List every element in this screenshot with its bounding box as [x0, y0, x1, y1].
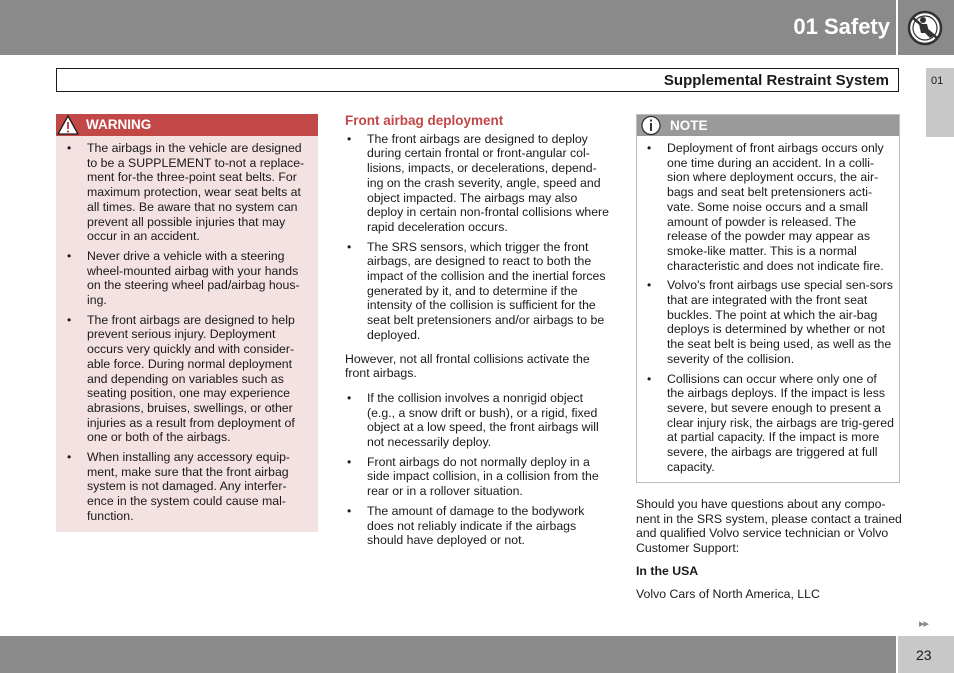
header-bar [0, 0, 896, 55]
section-header [56, 68, 899, 92]
contact-section [636, 497, 902, 609]
warning-item: • The airbags in the vehicle are designed to be a SUPPLEMENT to-not a replace-ment for-the three-point seat belts. For maximum protection, wear seat belts at all times. Be aware that no system can prevent all possible injuries that may occur in an accident. [65, 141, 311, 244]
front-airbag-list-b [345, 391, 611, 548]
front-airbag-list-a [345, 132, 611, 343]
note-label: NOTE [670, 118, 708, 133]
warning-list [65, 141, 311, 529]
warning-item: • Never drive a vehicle with a steering wheel-mounted airbag with your hands on the steering wheel pad/airbag hous-ing. [65, 249, 311, 308]
page-number-box [898, 636, 954, 673]
note-item: • Deployment of front airbags occurs only one time during an accident. In a colli-sion where deployment occurs, the air-bags and seat belt pretensioners acti-vate. Some noise occurs and a small amount of powder is released. The release of the powder may appear as smoke-like matter. This is a normal characteristic and does not indicate fire. [645, 141, 895, 273]
note-header [637, 115, 899, 136]
chapter-tab[interactable] [926, 68, 954, 137]
chapter-tab-label: 01 [931, 75, 944, 87]
chapter-icon-box [898, 0, 954, 55]
contact-paragraph: Should you have questions about any compo-nent in the SRS system, please contact a trained and qualified Volvo service technician or Volvo Customer Support: [636, 497, 902, 556]
warning-header [56, 114, 318, 136]
front-airbag-heading: Front airbag deployment [345, 113, 504, 128]
list-item: • The front airbags are designed to deploy during certain frontal or front-angular col-lisions, impacts, or decelerations, depend-ing on the crash severity, angle, speed and object impacted. The airbags may also deploy in certain non-frontal collisions where rapid deceleration occurs. [345, 132, 611, 235]
note-list [645, 141, 895, 479]
footer-bar [0, 636, 896, 673]
seatbelt-safety-icon [907, 10, 943, 46]
warning-triangle-icon [57, 115, 79, 135]
next-page-icon[interactable]: ▸▸ [919, 618, 929, 630]
list-item: • The SRS sensors, which trigger the front airbags, are designed to react to both the impact of the collision and the inertial forces generated by it, and to determine if the intensity of the collision is sufficient for the seat belt pretensioners and/or airbags to be deployed. [345, 240, 611, 343]
info-icon [640, 115, 662, 136]
list-item: • The amount of damage to the bodywork does not reliably indicate if the airbags should have deployed or not. [345, 504, 611, 548]
front-airbag-paragraph: However, not all frontal collisions activate the front airbags. [345, 351, 590, 381]
front-airbag-section [345, 114, 611, 553]
note-item: • Collisions can occur where only one of the airbags deploys. If the impact is less severe, but severe enough to present a clear injury risk, the airbags are trig-gered at partial capacity. If the impact is more severe, the airbags are triggered at full capacity. [645, 372, 895, 475]
warning-label: WARNING [86, 117, 152, 132]
note-box [636, 114, 900, 483]
contact-subheading: In the USA [636, 563, 699, 578]
warning-item: • The front airbags are designed to help prevent serious injury. Deployment occurs very quickly and with consider-able force. During normal deployment and depending on variables such as seating position, one may experience abrasions, bruises, swellings, or other injuries as a result from deployment of one or both of the airbags. [65, 313, 311, 445]
contact-company: Volvo Cars of North America, LLC [636, 586, 820, 601]
section-title: Supplemental Restraint System [663, 72, 889, 89]
chapter-title: 01 Safety [793, 14, 890, 39]
list-item: • Front airbags do not normally deploy in a side impact collision, in a collision from the rear or in a rollover situation. [345, 455, 611, 499]
warning-item: • When installing any accessory equip-ment, make sure that the front airbag system is not damaged. Any interfer-ence in the system could cause mal-function. [65, 450, 311, 524]
page-number: 23 [916, 647, 932, 663]
warning-box [56, 114, 318, 532]
list-item: • If the collision involves a nonrigid object (e.g., a snow drift or bush), or a rigid, fixed object at a low speed, the front airbags will not necessarily deploy. [345, 391, 611, 450]
note-item: • Volvo's front airbags use special sen-sors that are integrated with the front seat buckles. The point at which the air-bag deploys is determined by whether or not the seat belt is being used, as well as the severity of the collision. [645, 278, 895, 366]
